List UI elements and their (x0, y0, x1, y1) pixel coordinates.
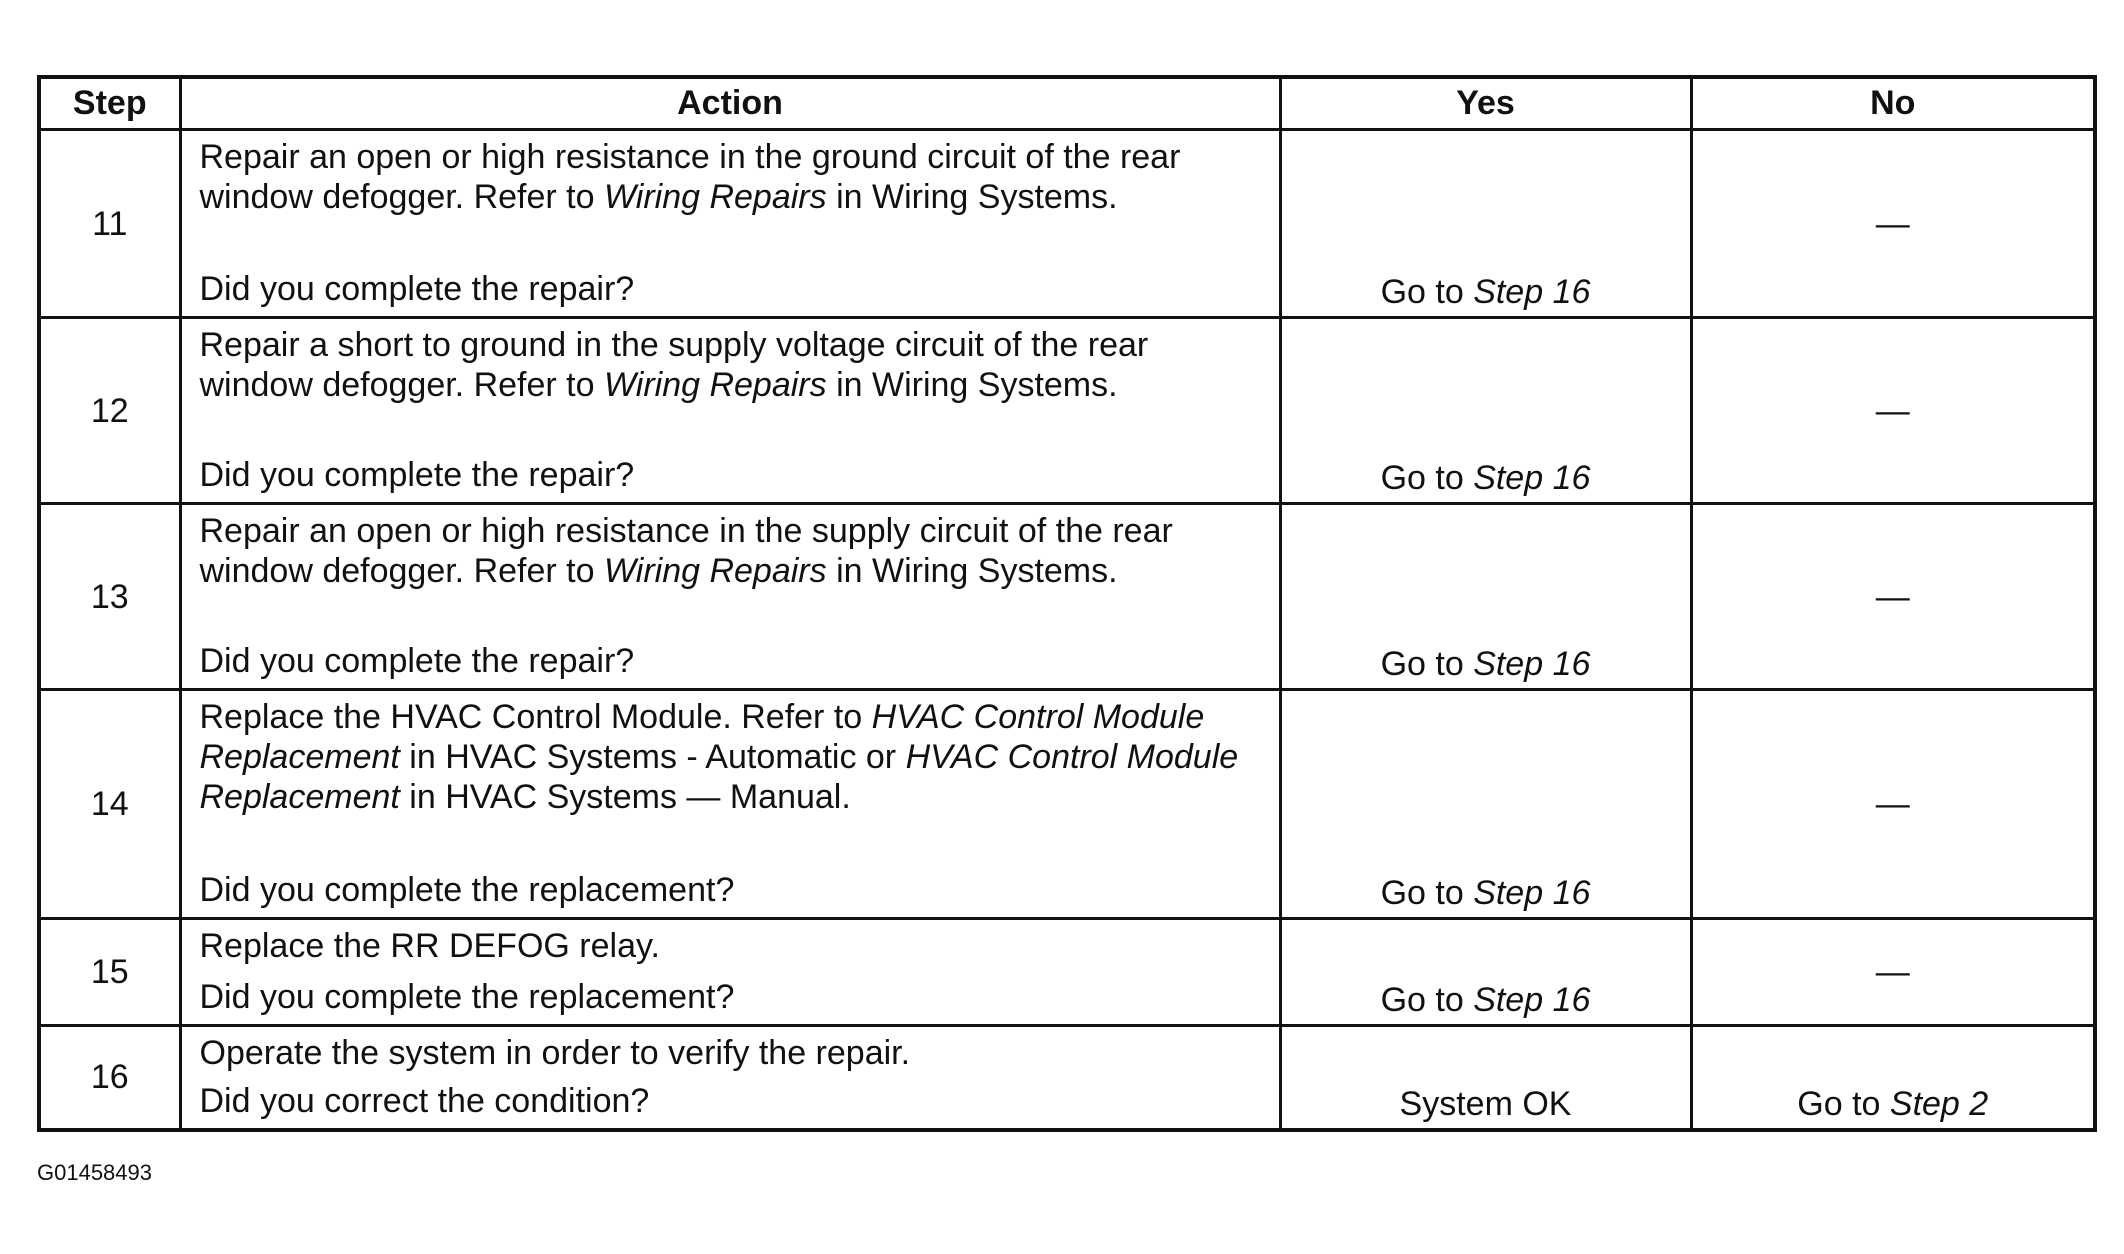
figure-id: G01458493 (37, 1160, 152, 1185)
no-result (1691, 1026, 2095, 1130)
action-text (200, 691, 1271, 817)
table-row (39, 504, 2095, 690)
text-segment: — (1875, 204, 1910, 243)
action-question: Did you complete the replacement? (199, 871, 735, 909)
header-yes: Yes (1280, 77, 1691, 130)
text-segment: — (1875, 577, 1910, 616)
table-row (39, 919, 2095, 1026)
table-row (39, 318, 2095, 504)
action-text (200, 319, 1271, 405)
action-cell (180, 1026, 1280, 1130)
yes-result (1280, 130, 1691, 318)
text-segment: Repair a short to ground in the supply voltage circuit of the rear window defogger. Refer to (199, 326, 1149, 404)
yes-result (1280, 919, 1691, 1026)
text-segment: Replace the HVAC Control Module. Refer to (199, 698, 872, 736)
table-row (39, 1026, 2095, 1130)
text-segment: in HVAC Systems - Automatic or (399, 738, 906, 776)
step-number: 11 (39, 130, 180, 318)
action-cell (180, 130, 1280, 318)
text-segment: Repair an open or high resistance in the ground circuit of the rear window defogger. Refer to (199, 138, 1181, 216)
action-text (200, 505, 1271, 591)
text-segment: Repair an open or high resistance in the supply circuit of the rear window defogger. Refer to (199, 512, 1173, 590)
action-question: Did you correct the condition? (199, 1082, 650, 1120)
no-result (1691, 318, 2095, 504)
action-question: Did you complete the replacement? (199, 978, 735, 1016)
action-text (200, 920, 1271, 966)
header-row (39, 77, 2095, 130)
no-result (1691, 504, 2095, 690)
text-segment: Go to (1380, 645, 1474, 683)
text-segment: Replace the RR DEFOG relay. (199, 927, 660, 965)
no-result (1691, 690, 2095, 919)
text-segment: Go to (1380, 981, 1474, 1019)
yes-result (1280, 690, 1691, 919)
step-number: 16 (39, 1026, 180, 1130)
header-step: Step (39, 77, 180, 130)
yes-result (1280, 504, 1691, 690)
action-cell (180, 919, 1280, 1026)
action-question: Did you complete the repair? (199, 642, 635, 680)
action-cell (180, 690, 1280, 919)
no-result (1691, 130, 2095, 318)
step-number: 14 (39, 690, 180, 919)
yes-result (1280, 318, 1691, 504)
no-result (1691, 919, 2095, 1026)
table-row (39, 130, 2095, 318)
table-body (39, 130, 2095, 1130)
text-segment: Step 16 (1473, 273, 1591, 311)
yes-result (1280, 1026, 1691, 1130)
table-row (39, 690, 2095, 919)
text-segment: System OK (1399, 1084, 1572, 1123)
text-segment: in Wiring Systems. (826, 178, 1118, 216)
text-segment: Step 16 (1473, 645, 1591, 683)
step-number: 15 (39, 919, 180, 1026)
text-segment: Wiring Repairs (603, 552, 827, 590)
action-cell (180, 504, 1280, 690)
action-question: Did you complete the repair? (199, 270, 635, 308)
action-text (200, 1027, 1271, 1073)
text-segment: — (1875, 391, 1910, 430)
text-segment: in Wiring Systems. (826, 366, 1118, 404)
action-text (200, 131, 1271, 217)
action-question: Did you complete the repair? (199, 456, 635, 494)
text-segment: Go to (1797, 1084, 1890, 1123)
header-action: Action (180, 77, 1280, 130)
text-segment: HVAC Control Module Replacement (199, 698, 1205, 776)
header-no: No (1691, 77, 2095, 130)
text-segment: Wiring Repairs (603, 178, 827, 216)
text-segment: — (1875, 785, 1910, 823)
step-number: 12 (39, 318, 180, 504)
step-number: 13 (39, 504, 180, 690)
text-segment: Wiring Repairs (603, 366, 827, 404)
text-segment: Go to (1380, 273, 1474, 311)
action-cell (180, 318, 1280, 504)
diagnostic-table (37, 75, 2097, 1132)
text-segment: Go to (1380, 874, 1474, 912)
text-segment: Step 16 (1473, 981, 1591, 1019)
text-segment: in Wiring Systems. (826, 552, 1118, 590)
text-segment: Operate the system in order to verify the repair. (199, 1034, 911, 1072)
text-segment: HVAC Control Module Replacement (199, 738, 1239, 816)
text-segment: Go to (1380, 459, 1474, 497)
text-segment: — (1875, 953, 1910, 991)
text-segment: Step 16 (1473, 459, 1591, 497)
text-segment: Step 16 (1473, 874, 1591, 912)
text-segment: in HVAC Systems — Manual. (399, 778, 851, 816)
text-segment: Step 2 (1889, 1084, 1989, 1123)
